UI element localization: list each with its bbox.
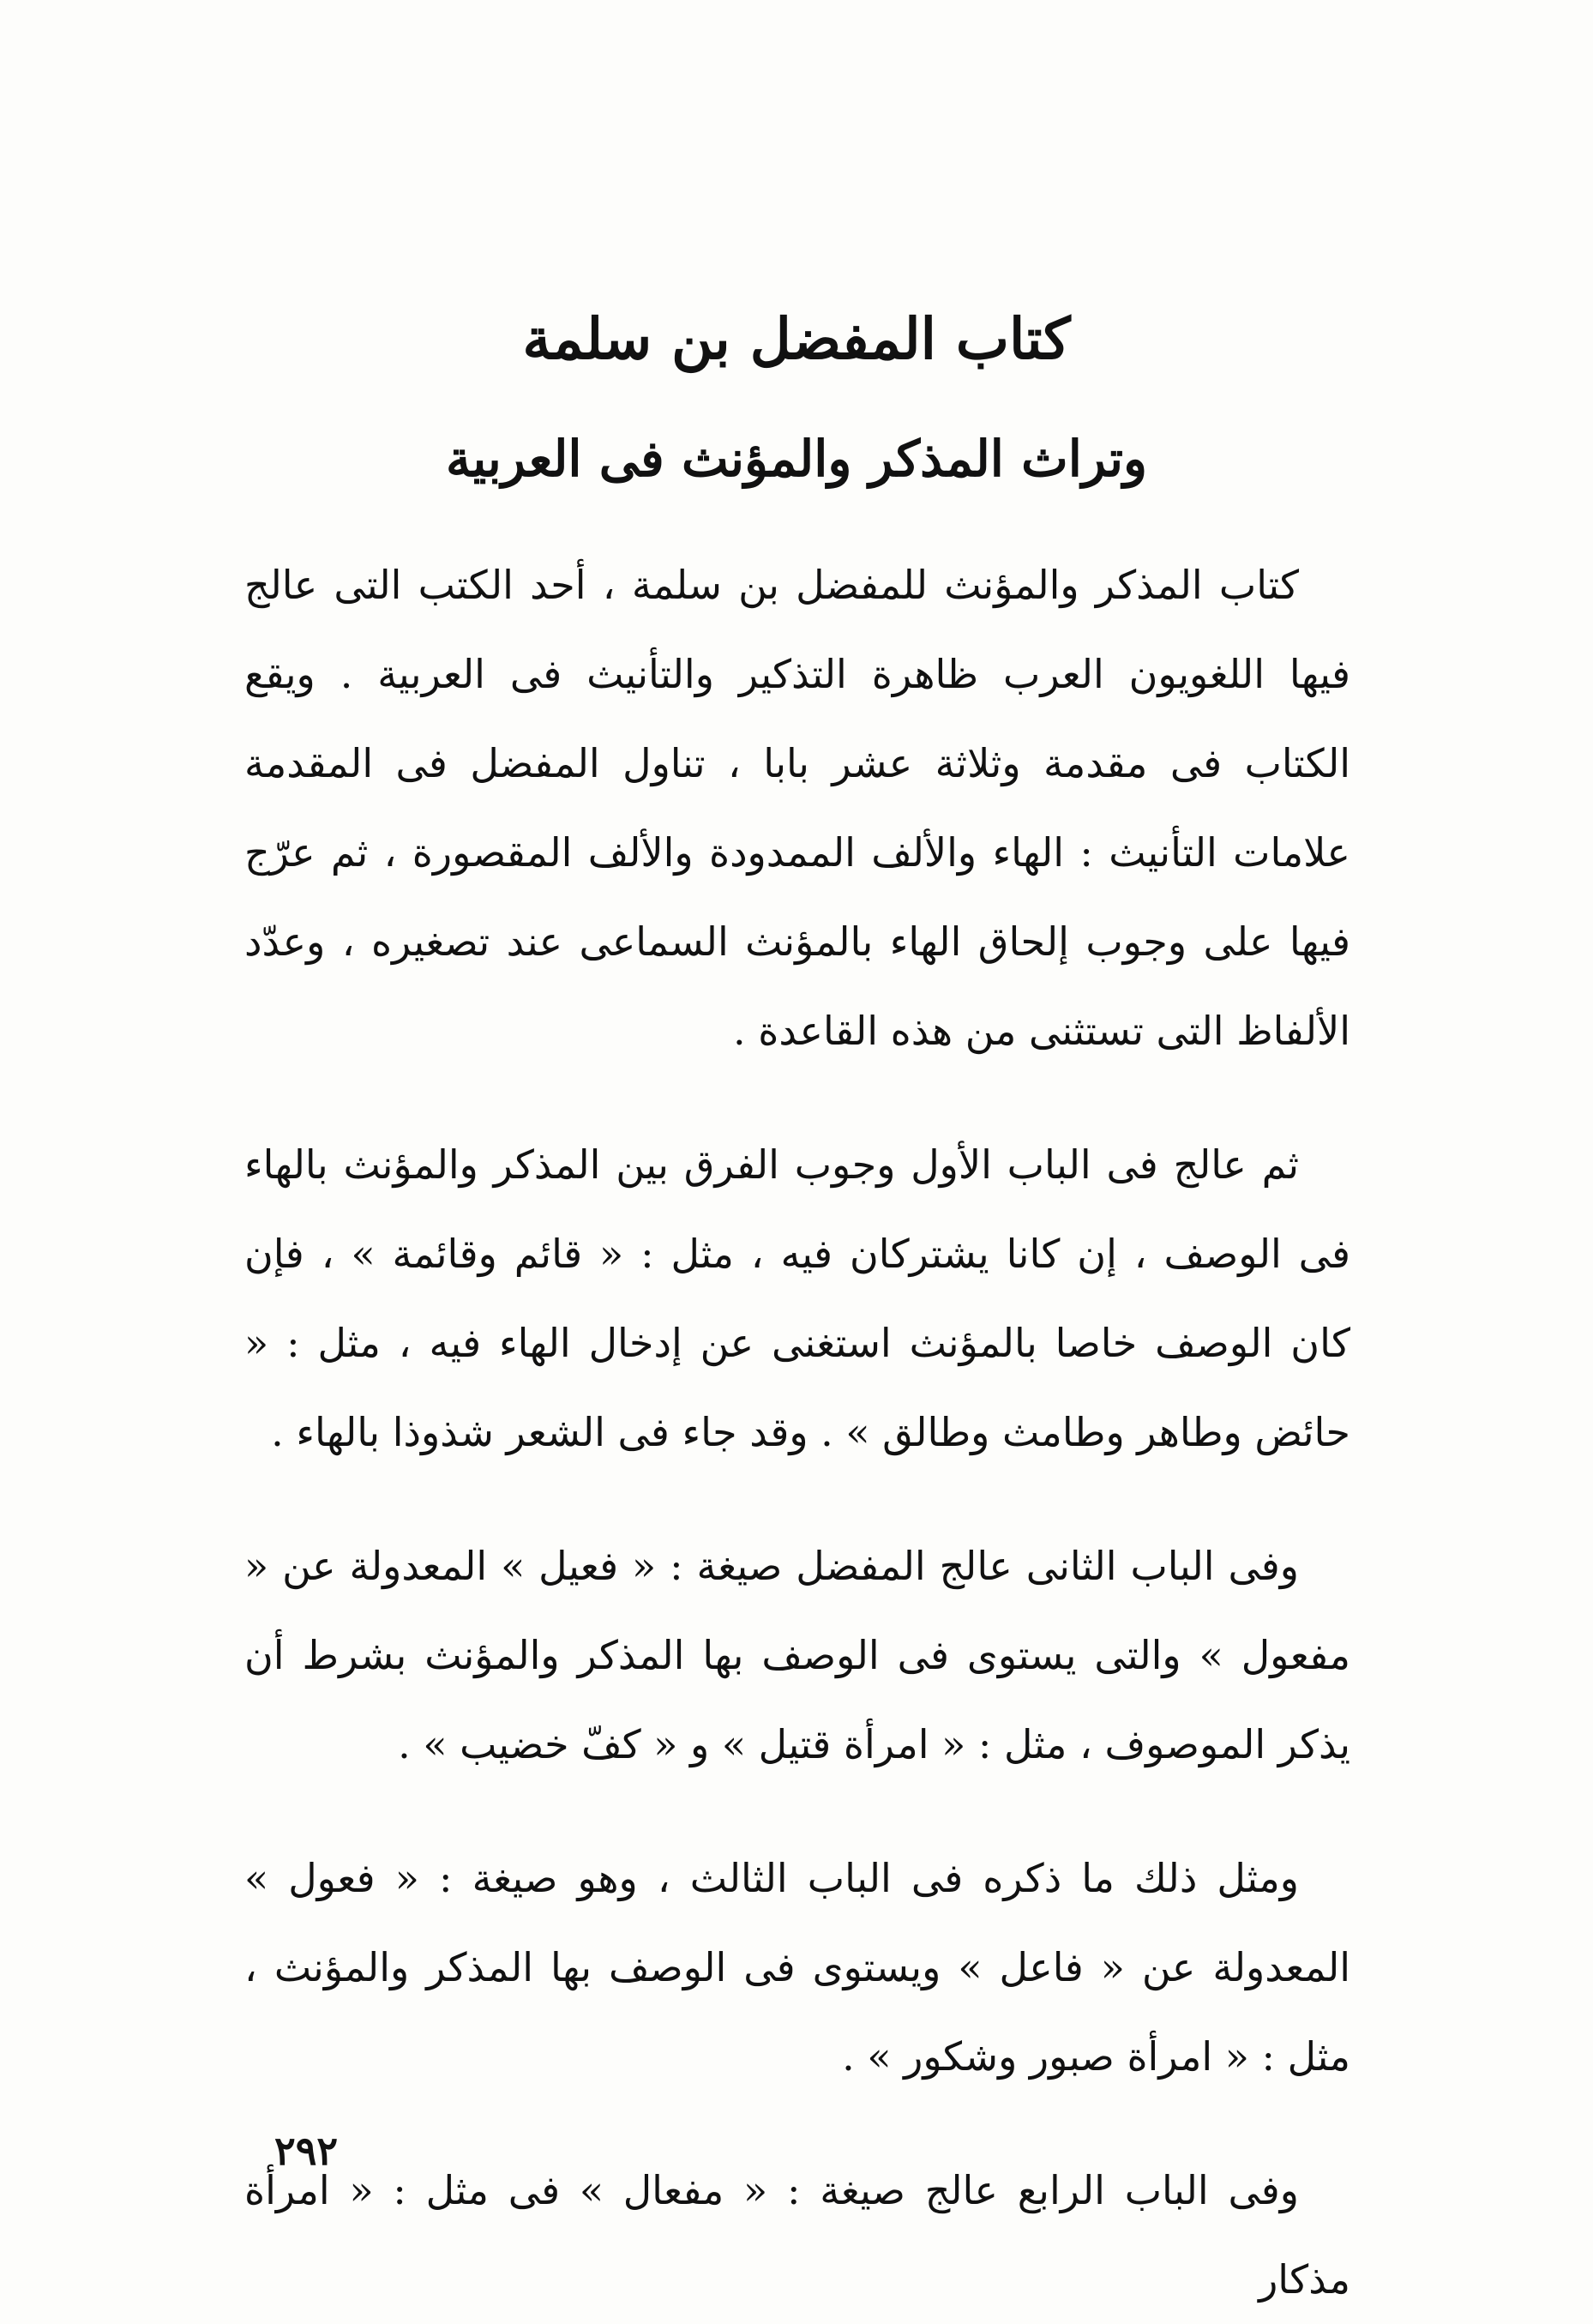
paragraph-4: ومثل ذلك ما ذكره فى الباب الثالث ، وهو صيغة : « فعول » المعدولة عن « فاعل » ويستوى فى الوصف بها المذكر والمؤنث ، مثل : « امرأة صبور وشكور » . (244, 1855, 1350, 2080)
paragraph-2: ثم عالج فى الباب الأول وجوب الفرق بين المذكر والمؤنث بالهاء فى الوصف ، إن كانا يشتركان فيه ، مثل : « قائم وقائمة » ، فإن كان الوصف خاصا بالمؤنث استغنى عن إدخال الهاء فيه ، مثل : « حائض وطاهر وطامث وطالق » . وقد جاء فى الشعر شذوذا بالهاء . (244, 1141, 1350, 1455)
page-title: كتاب المفضل بن سلمة (522, 305, 1071, 372)
page-number: ٢٩٢ (274, 2128, 339, 2174)
paragraph-1: كتاب المذكر والمؤنث للمفضل بن سلمة ، أحد الكتب التى عالج فيها اللغويون العرب ظاهرة التذكير والتأنيث فى العربية . ويقع الكتاب فى مقدمة وثلاثة عشر بابا ، تناول المفضل فى المقدمة علامات التأنيث : الهاء والألف الممدودة والألف المقصورة ، ثم عرّج فيها على وجوب إلحاق الهاء بالمؤنث السماعى عند تصغيره ، وعدّد الألفاظ التى تستثنى من هذه القاعدة . (244, 562, 1350, 1054)
paragraph-5: وفى الباب الرابع عالج صيغة : « مفعال » فى مثل : « امرأة مذكار (244, 2167, 1350, 2303)
paragraph-3: وفى الباب الثانى عالج المفضل صيغة : « فعيل » المعدولة عن « مفعول » والتى يستوى فى الوصف بها المذكر والمؤنث بشرط أن يذكر الموصوف ، مثل : « امرأة قتيل » و « كفّ خضيب » . (244, 1543, 1350, 1767)
page-subtitle: وتراث المذكر والمؤنث فى العربية (446, 430, 1147, 488)
body-text (244, 540, 1350, 2324)
